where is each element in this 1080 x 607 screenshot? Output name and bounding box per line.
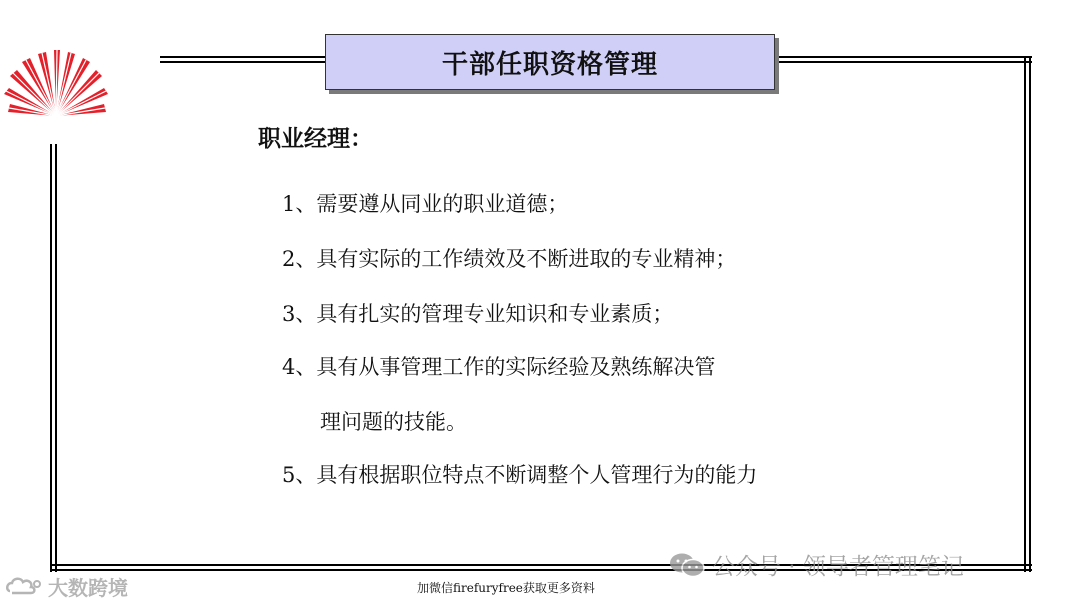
list-item-continuation: 理问题的技能。 — [320, 410, 467, 434]
huawei-logo-icon — [0, 50, 112, 118]
wechat-watermark-text: 公众号 · 领导者管理笔记 — [712, 554, 964, 580]
footer-note: 加微信firefuryfree获取更多资料 — [417, 581, 595, 595]
list-item: 2、具有实际的工作绩效及不断进取的专业精神； — [282, 247, 737, 271]
list-item: 3、具有扎实的管理专业知识和专业素质； — [282, 302, 674, 326]
frame-right-border — [1024, 56, 1032, 572]
left-watermark — [4, 572, 128, 601]
slide-title: 干部任职资格管理 — [441, 49, 658, 80]
cloud-logo-icon — [4, 575, 44, 599]
wechat-icon — [668, 552, 706, 578]
left-watermark-text: 大数跨境 — [48, 576, 128, 600]
section-heading: 职业经理： — [258, 126, 373, 152]
title-banner — [325, 34, 775, 90]
list-item: 5、具有根据职位特点不断调整个人管理行为的能力 — [282, 463, 758, 487]
frame-left-border — [50, 144, 58, 572]
list-item: 4、具有从事管理工作的实际经验及熟练解决管 — [282, 355, 716, 379]
wechat-watermark — [668, 548, 964, 581]
list-item: 1、需要遵从同业的职业道德； — [282, 192, 569, 216]
